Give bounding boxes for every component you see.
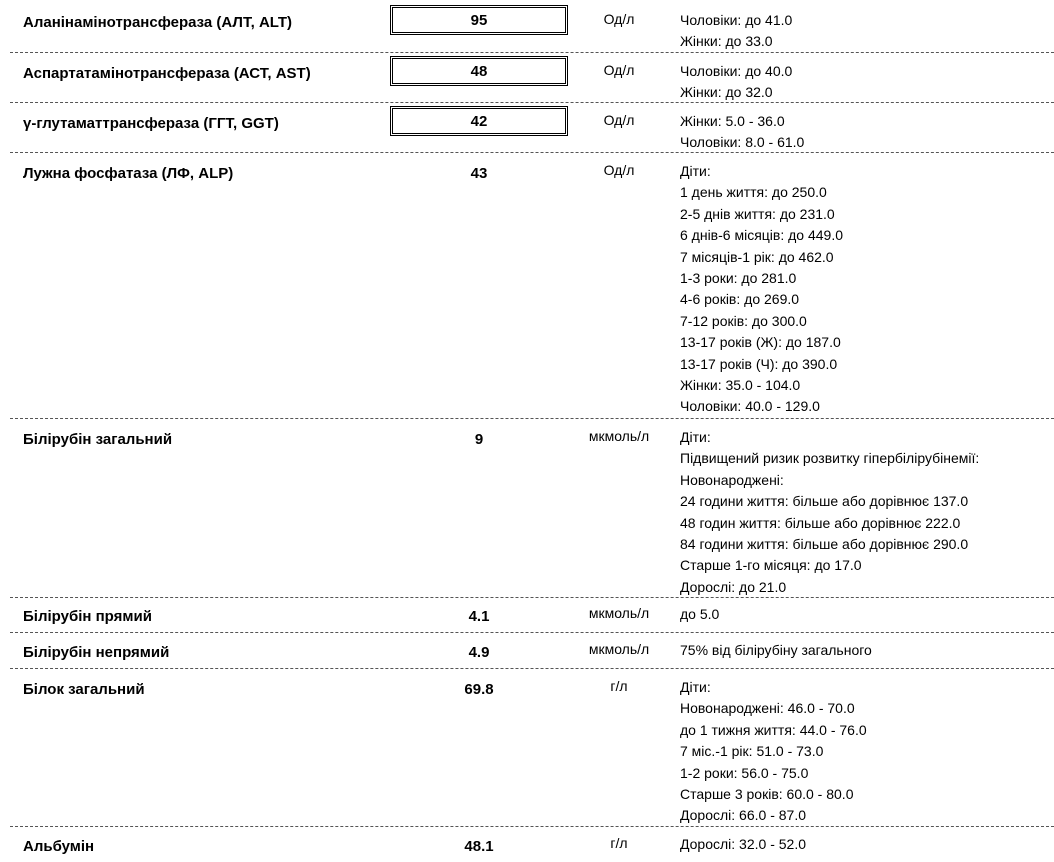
row-divider xyxy=(10,826,1054,827)
reference-line: Діти: xyxy=(680,679,711,695)
reference-range xyxy=(680,677,867,827)
test-unit: Од/л xyxy=(603,11,635,27)
test-value: 9 xyxy=(474,431,484,448)
reference-line: 2-5 днів життя: до 231.0 xyxy=(680,205,835,222)
reference-range xyxy=(680,834,806,855)
test-unit: Од/л xyxy=(603,112,635,128)
reference-range xyxy=(680,161,843,418)
reference-line: Жінки: до 32.0 xyxy=(680,84,773,101)
row-divider xyxy=(10,152,1054,153)
reference-line: 1-2 роки: 56.0 - 75.0 xyxy=(680,764,809,781)
test-unit: г/л xyxy=(610,678,628,694)
reference-line: Чоловіки: до 40.0 xyxy=(680,63,793,79)
reference-line: Жінки: 35.0 - 104.0 xyxy=(680,377,801,394)
reference-line: 13-17 років (Ж): до 187.0 xyxy=(680,334,841,351)
reference-line: Діти: xyxy=(680,163,711,179)
test-name: Білірубін непрямий xyxy=(23,644,170,661)
reference-range xyxy=(680,640,872,661)
test-name: Білірубін прямий xyxy=(23,608,152,625)
reference-line: Жінки: 5.0 - 36.0 xyxy=(680,113,785,129)
reference-line: 84 години життя: більше або дорівнює 290.0 xyxy=(680,536,969,553)
reference-line: 24 години життя: більше або дорівнює 137.0 xyxy=(680,493,969,510)
reference-line: до 1 тижня життя: 44.0 - 76.0 xyxy=(680,721,867,738)
reference-line: Новонароджені: xyxy=(680,471,784,488)
reference-range xyxy=(680,427,979,598)
reference-line: 1-3 роки: до 281.0 xyxy=(680,270,797,287)
test-name: γ-глутаматтрансфераза (ГГТ, GGT) xyxy=(23,115,279,132)
test-value-flagged: 48 xyxy=(390,56,568,86)
reference-line: 7 міс.-1 рік: 51.0 - 73.0 xyxy=(680,743,824,760)
reference-line: Діти: xyxy=(680,429,711,445)
test-unit: мкмоль/л xyxy=(588,605,650,621)
reference-line: Чоловіки: до 41.0 xyxy=(680,12,793,28)
reference-line: 4-6 років: до 269.0 xyxy=(680,291,800,308)
test-name: Білок загальний xyxy=(23,681,145,698)
reference-line: 48 годин життя: більше або дорівнює 222.0 xyxy=(680,514,961,531)
reference-line: 7-12 років: до 300.0 xyxy=(680,312,807,329)
reference-line: Старше 3 років: 60.0 - 80.0 xyxy=(680,786,854,803)
reference-line: 75% від білірубіну загального xyxy=(680,642,872,658)
reference-range xyxy=(680,10,792,53)
test-unit: Од/л xyxy=(603,162,635,178)
test-name: Лужна фосфатаза (ЛФ, ALP) xyxy=(23,165,234,182)
row-divider xyxy=(10,418,1054,419)
test-value: 43 xyxy=(470,165,488,182)
reference-line: Старше 1-го місяця: до 17.0 xyxy=(680,557,862,574)
reference-line: 7 місяців-1 рік: до 462.0 xyxy=(680,248,834,265)
reference-line: 1 день життя: до 250.0 xyxy=(680,184,827,201)
reference-line: Чоловіки: 8.0 - 61.0 xyxy=(680,134,805,151)
test-unit: г/л xyxy=(610,835,628,851)
test-unit: мкмоль/л xyxy=(588,641,650,657)
reference-range xyxy=(680,61,792,104)
test-name: Альбумін xyxy=(23,838,95,855)
reference-line: Жінки: до 33.0 xyxy=(680,33,773,50)
row-divider xyxy=(10,102,1054,103)
reference-range xyxy=(680,604,719,625)
reference-line: Підвищений ризик розвитку гіпербілірубінемії: xyxy=(680,450,980,467)
reference-line: Дорослі: до 21.0 xyxy=(680,578,787,595)
reference-line: Дорослі: 32.0 - 52.0 xyxy=(680,836,806,852)
test-unit: Од/л xyxy=(603,62,635,78)
test-value: 69.8 xyxy=(464,681,494,698)
test-value-flagged: 42 xyxy=(390,106,568,136)
test-unit: мкмоль/л xyxy=(588,428,650,444)
test-name: Білірубін загальний xyxy=(23,431,173,448)
test-value: 4.9 xyxy=(468,644,490,661)
row-divider xyxy=(10,597,1054,598)
row-divider xyxy=(10,52,1054,53)
test-name: Аланінамінотрансфераза (АЛТ, ALT) xyxy=(23,14,292,31)
test-value-flagged: 95 xyxy=(390,5,568,35)
reference-line: 13-17 років (Ч): до 390.0 xyxy=(680,355,838,372)
test-value: 4.1 xyxy=(468,608,490,625)
row-divider xyxy=(10,632,1054,633)
reference-line: Дорослі: 66.0 - 87.0 xyxy=(680,807,806,824)
reference-range xyxy=(680,111,804,154)
test-name: Аспартатамінотрансфераза (АСТ, AST) xyxy=(23,65,311,82)
reference-line: 6 днів-6 місяців: до 449.0 xyxy=(680,227,844,244)
reference-line: до 5.0 xyxy=(680,606,720,622)
reference-line: Новонароджені: 46.0 - 70.0 xyxy=(680,700,855,717)
row-divider xyxy=(10,668,1054,669)
test-value: 48.1 xyxy=(464,838,494,855)
reference-line: Чоловіки: 40.0 - 129.0 xyxy=(680,398,820,415)
